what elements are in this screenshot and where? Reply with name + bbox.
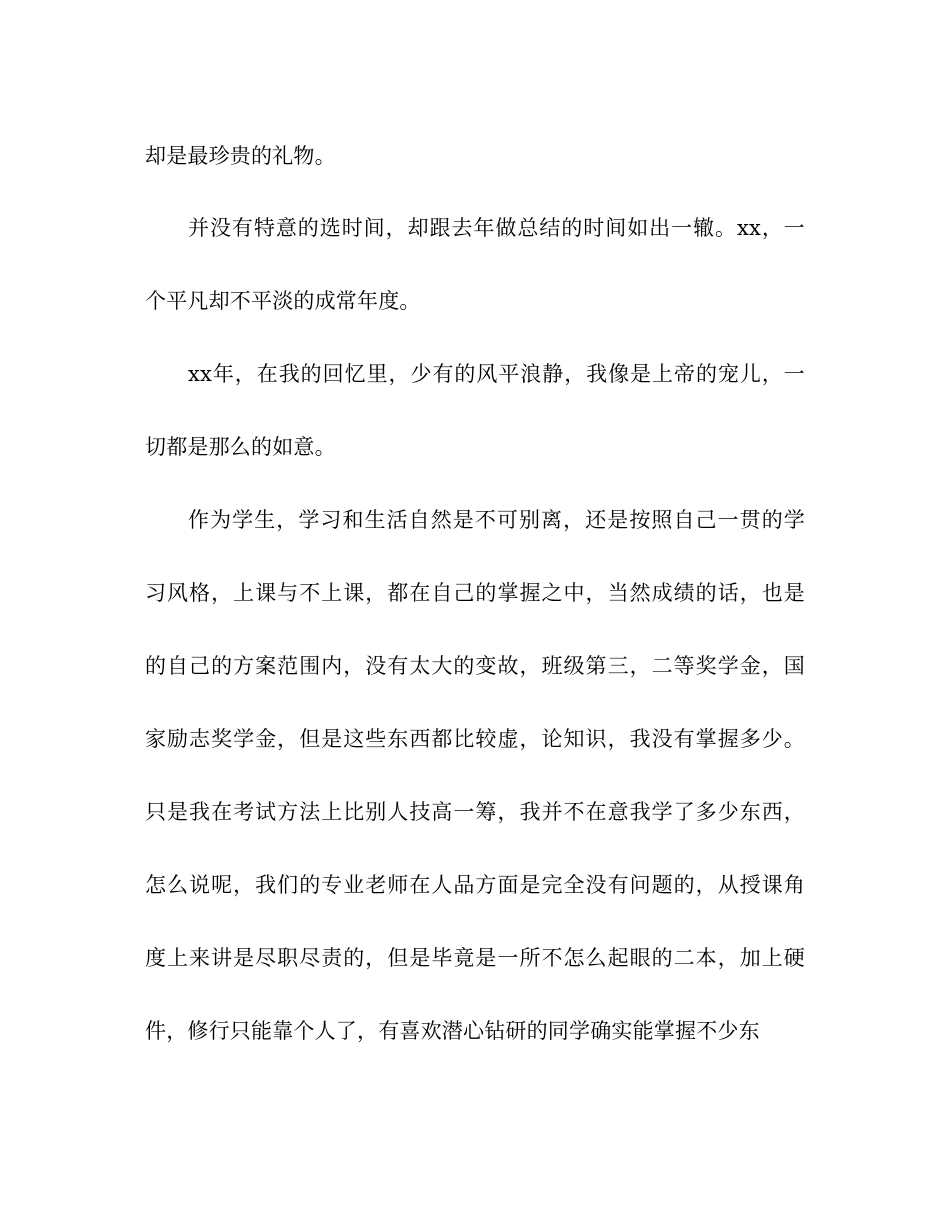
text-line: 度上来讲是尽职尽责的，但是毕竟是一所不怎么起眼的二本，加上硬 — [145, 946, 805, 970]
text-line: 件，修行只能靠个人了，有喜欢潜心钻研的同学确实能掌握不少东 — [145, 1019, 760, 1043]
paragraph-start-line: xx年，在我的回忆里，少有的风平浪静，我像是上帝的宠儿，一 — [188, 362, 805, 386]
text-line: 个平凡却不平淡的成常年度。 — [145, 289, 421, 313]
text-line: 却是最珍贵的礼物。 — [145, 144, 336, 168]
text-line: 习风格，上课与不上课，都在自己的掌握之中，当然成绩的话，也是 — [145, 581, 805, 605]
paragraph-start-line: 作为学生，学习和生活自然是不可别离，还是按照自己一贯的学 — [188, 508, 805, 532]
text-line: 怎么说呢，我们的专业老师在人品方面是完全没有问题的，从授课角 — [145, 873, 805, 897]
paragraph-start-line: 并没有特意的选时间，却跟去年做总结的时间如出一辙。xx，一 — [188, 216, 805, 240]
text-line: 只是我在考试方法上比别人技高一筹，我并不在意我学了多少东西， — [145, 800, 805, 824]
text-line: 家励志奖学金，但是这些东西都比较虚，论知识，我没有掌握多少。 — [145, 727, 805, 751]
text-line: 的自己的方案范围内，没有太大的变故，班级第三，二等奖学金，国 — [145, 654, 805, 678]
text-line: 切都是那么的如意。 — [145, 435, 336, 459]
